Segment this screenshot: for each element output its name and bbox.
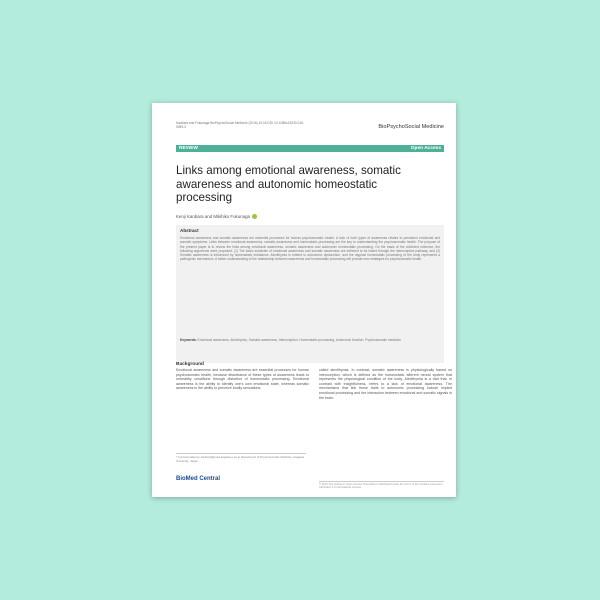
authors — [176, 214, 258, 219]
paper-page — [152, 103, 456, 497]
article-type-bar — [176, 145, 444, 152]
body-column-right: called alexithymia. In contrast, somatic awareness is physiologically based on interoception, which is defined as the homeostatic afferent neural system that represents the physiological condition of the body. Alexithymia is a trait that, in contrast with insightfulness, refers to a lack of emotional awareness. The mechanisms that link these traits to autonomic processing include implicit emotional processing and the interaction between emotional and somatic signals in the brain. — [319, 368, 452, 400]
page-header — [176, 121, 444, 133]
orcid-icon — [252, 214, 257, 219]
journal-name: BioPsychoSocial Medicine — [378, 124, 444, 130]
paper-title: Links among emotional awareness, somatic awareness and autonomic homeostatic processing — [176, 164, 401, 204]
article-type: REVIEW — [179, 146, 198, 151]
citation-line: Kanbara and Fukunaga BioPsychoSocial Medicine (2016) 10:16 DOI 10.1186/s13030-016-0059-3 — [176, 121, 305, 130]
publisher-logo: BioMed Central — [176, 476, 221, 482]
author-names: Kenji Kanbara and Mikihiko Fukunaga — [176, 214, 250, 219]
keywords-text: Emotional awareness, Alexithymia, Somatic awareness, Interoception, Homeostatic processing, Autonomic function, Psychosomatic medicine — [197, 338, 401, 342]
abstract-heading: Abstract — [180, 228, 199, 233]
body-column-left: Emotional awareness and somatic awareness are essential processes for human psychosomatic health, because disturbance of these types of awareness leads to unhealthy conditions through distortion of homeostatic processing. Emotional awareness is the ability to identify one's own emotional state, whereas somatic awareness is the ability to perceive bodily sensations. — [176, 368, 309, 391]
keywords — [180, 338, 440, 342]
license-footer: © 2016 The Author(s). Open Access This article is distributed under the terms of the Creative Commons Attribution 4.0 International License. — [319, 483, 443, 490]
keywords-label: Keywords: — [180, 338, 197, 342]
correspondence-note: * Correspondence: kanbara@med.kagawa-u.ac.jp Department of Psychosomatic Medicine, Kagawa University, Japan — [176, 453, 306, 463]
abstract-box — [176, 225, 444, 363]
section-heading: Background — [176, 362, 204, 367]
abstract-text: Emotional awareness and somatic awareness are essential processes for human psychosomatic health. A lack of both types of awareness relates to persistent emotional and somatic symptoms. Links between emotional awareness, somatic awareness and homeostatic processing are the key to understanding the psychosomatic health. The purpose of the present paper is to review the links among emotional awareness, somatic awareness and autonomic homeostatic processing. On the basis of the collected evidence, the following arguments were proposed: (1) The basic substrate of emotional awareness and somatic awareness are believed to be linked through the interoceptive pathway, and (2) Somatic awareness is influenced by homeostatic imbalance. Alexithymia is related to autonomic dysfunction, and the atypical homeostatic processing of the body represents a pathogenic mechanism. A better understanding of the relationship between awareness and homeostatic processing will provide new strategies for psychosomatic health. — [180, 236, 440, 262]
open-access-label: Open Access — [410, 146, 441, 151]
